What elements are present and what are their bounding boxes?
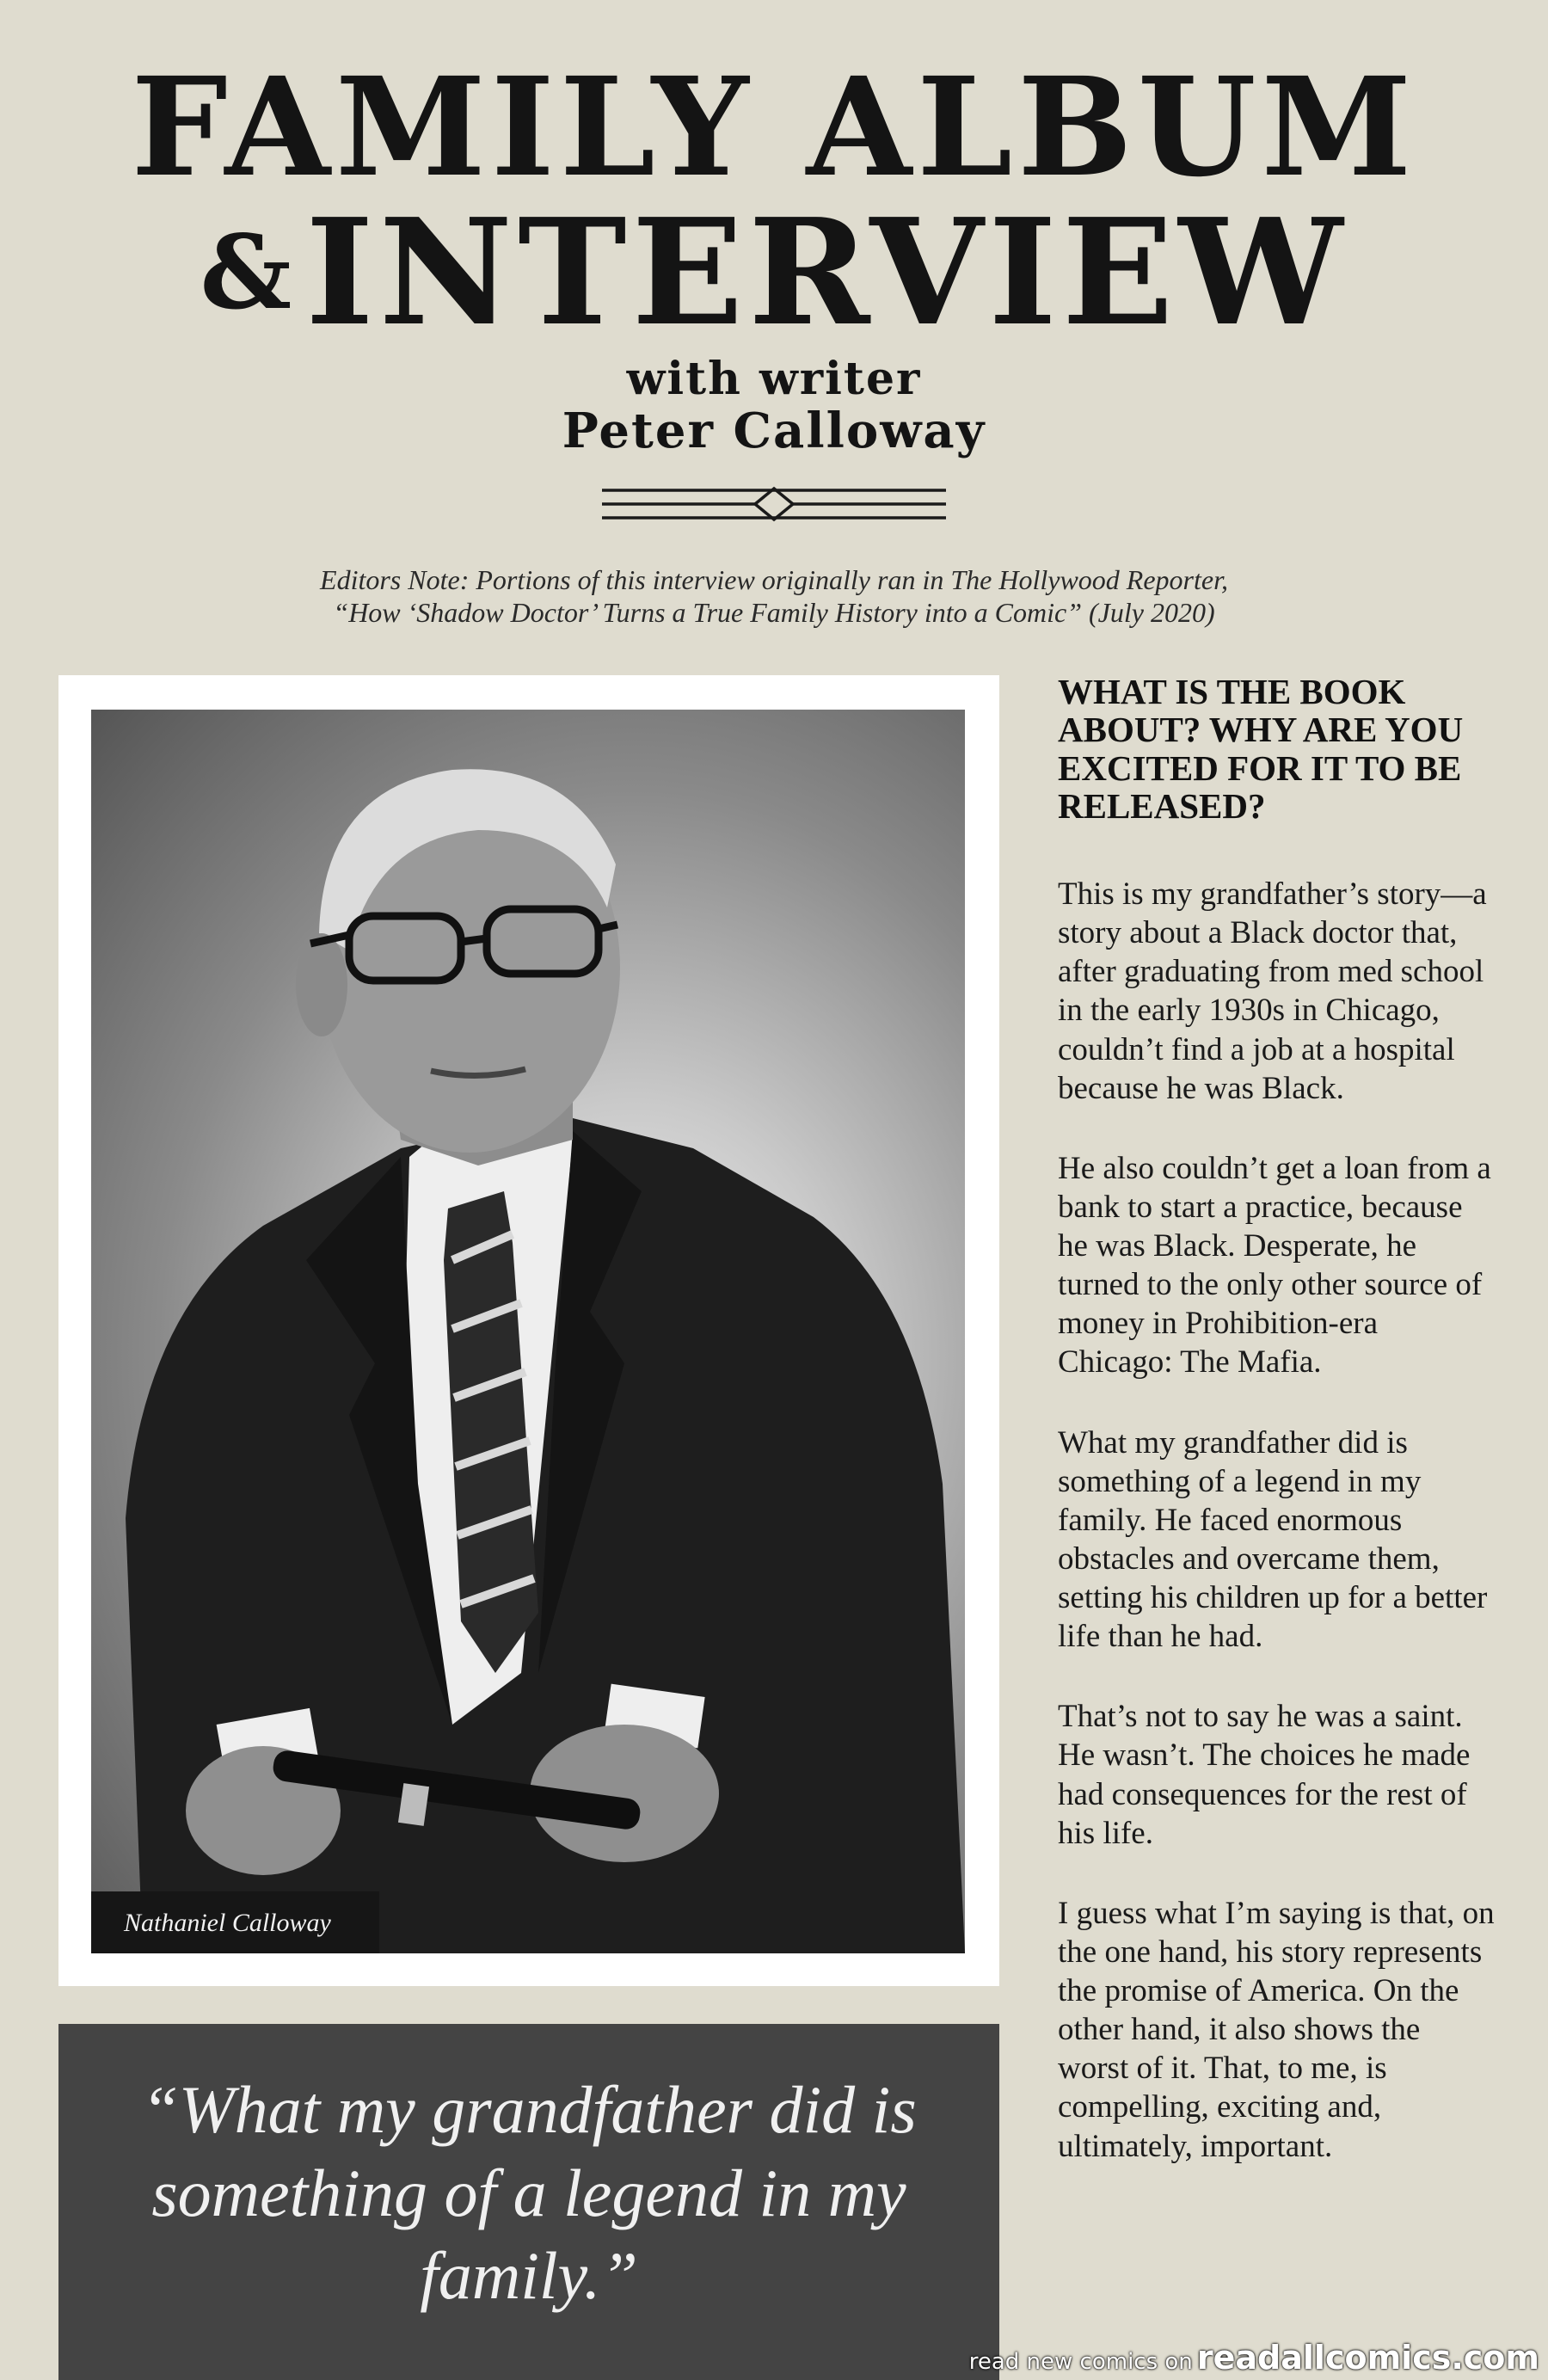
editors-note <box>172 563 1376 630</box>
answer-paragraph: He also couldn’t get a loan from a bank to start a practice, because he was Black. Desperate, he turned to the only other source of money in Prohibition-era Chicago: The Mafia. <box>1058 1150 1491 1381</box>
answer-paragraph: What my grandfather did is something of a legend in my family. He faced enormous obstacles and overcame them, setting his children up for a better life than he had. <box>1058 1424 1488 1655</box>
title-line-2 <box>0 187 1548 359</box>
watermark-site: readallcomics.com <box>1196 2339 1539 2377</box>
title-ampersand: & <box>200 212 298 332</box>
portrait-figure <box>91 710 965 1953</box>
subtitle-writer-name: Peter Calloway <box>562 403 986 459</box>
photo-caption-box <box>91 1891 379 1953</box>
subtitle-with-writer: with writer <box>626 353 922 405</box>
decorative-divider-icon <box>602 482 946 526</box>
photo-caption: Nathaniel Calloway <box>124 1909 331 1937</box>
site-watermark <box>969 2339 1539 2377</box>
watermark-prefix: read new comics on <box>968 2349 1193 2375</box>
title-interview: INTERVIEW <box>305 187 1348 359</box>
editors-note-line-1: Editors Note: Portions of this interview originally ran in The Hollywood Reporter, <box>320 564 1228 595</box>
interview-question: WHAT IS THE BOOK ABOUT? WHY ARE YOU EXCITED FOR IT TO BE RELEASED? <box>1058 672 1464 826</box>
pull-quote-text: “What my grandfather did is something of a legend in my family.” <box>141 2072 917 2314</box>
photo-frame <box>58 675 999 1986</box>
editors-note-line-2: “How ‘Shadow Doctor’ Turns a True Family History into a Comic” (July 2020) <box>333 597 1215 629</box>
pull-quote-box <box>58 2024 999 2380</box>
portrait-photo <box>91 710 965 1953</box>
answer-paragraph: I guess what I’m saying is that, on the one hand, his story represents the promise of America. On the other hand, it also shows the worst of it. That, to me, is compelling, exciting and, ultimately, important. <box>1058 1895 1495 2164</box>
answer-paragraph: That’s not to say he was a saint. He wasn’t. The choices he made had consequences for the rest of his life. <box>1058 1699 1471 1851</box>
answer-paragraph: This is my grandfather’s story—a story about a Black doctor that, after graduating from med school in the early 1930s in Chicago, couldn’t find a job at a hospital because he was Black. <box>1058 876 1487 1106</box>
interview-article <box>1058 673 1496 2207</box>
title-line-1: FAMILY ALBUM <box>131 48 1417 207</box>
